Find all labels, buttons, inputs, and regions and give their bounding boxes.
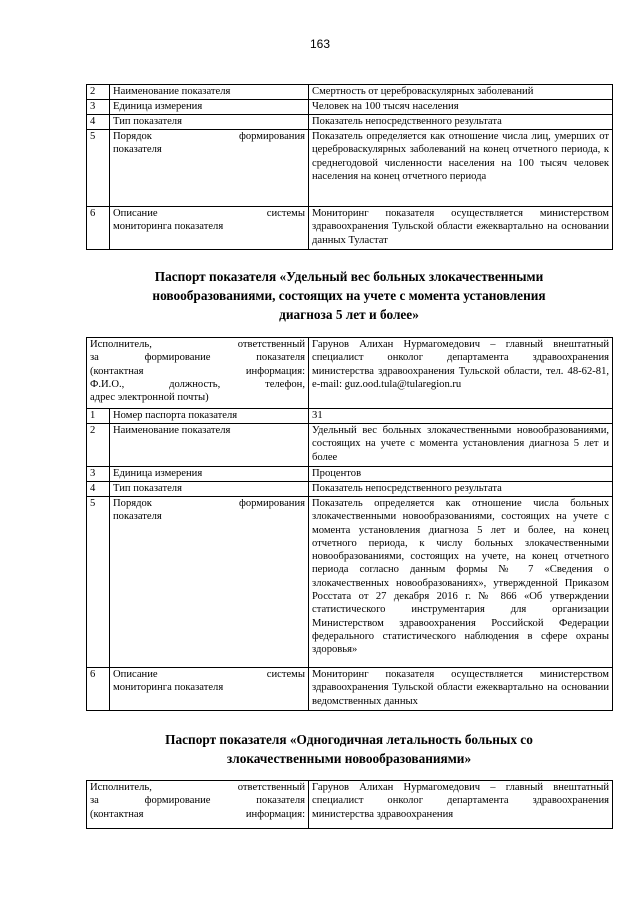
table-row bbox=[87, 85, 613, 100]
row-label: Наименование показателя bbox=[110, 424, 309, 467]
table-row bbox=[87, 424, 613, 467]
table-row bbox=[87, 100, 613, 115]
row-label: Номер паспорта показателя bbox=[110, 409, 309, 424]
row-label: Порядок формирования показателя bbox=[110, 497, 309, 668]
row-value: Показатель непосредственного результата bbox=[309, 482, 613, 497]
table-row bbox=[87, 668, 613, 711]
executor-label: Исполнитель, ответственный за формирование показателя (контактная информация: bbox=[87, 781, 309, 829]
row-label: Порядок формирования показателя bbox=[110, 130, 309, 207]
table-row bbox=[87, 338, 613, 409]
table-row bbox=[87, 497, 613, 668]
table-row bbox=[87, 207, 613, 250]
row-value: Мониторинг показателя осуществляется министерством здравоохранения Тульской области ежеквартально на основании данных Туластат bbox=[309, 207, 613, 250]
row-number: 1 bbox=[87, 409, 110, 424]
table-row bbox=[87, 130, 613, 207]
indicator-table-3 bbox=[86, 780, 613, 829]
row-number: 4 bbox=[87, 482, 110, 497]
row-value: 31 bbox=[309, 409, 613, 424]
table-row bbox=[87, 467, 613, 482]
row-label: Описание системы мониторинга показателя bbox=[110, 207, 309, 250]
row-value: Показатель определяется как отношение числа больных злокачественными новообразованиями, состоящих на учете с момента установления диагноза 5 лет и более, на конец отчетного периода, к числу больных злокачественными новообразованиями, состоящих на учете, на конец отчетного периода согласно данным формы № 7 «Сведения о злокачественных новообразованиях», утвержденной Приказом Росстата от 27 декабря 2016 г. № 866 «Об утверждении статистического инструментария для организации Министерством здравоохранения Российской Федерации федерального статистического наблюдения в сфере охраны здоровья» bbox=[309, 497, 613, 668]
executor-value: Гарунов Алихан Нурмагомедович – главный внештатный специалист онколог департамента здравоохранения министерства здравоохранения bbox=[309, 781, 613, 829]
row-value: Показатель непосредственного результата bbox=[309, 115, 613, 130]
passport-heading: Паспорт показателя «Удельный вес больных злокачественными новообразованиями, состоящих на учете с момента установления диагноза 5 лет и более» bbox=[152, 269, 546, 322]
row-label: Описание системы мониторинга показателя bbox=[110, 668, 309, 711]
row-number: 4 bbox=[87, 115, 110, 130]
row-value: Процентов bbox=[309, 467, 613, 482]
table-row bbox=[87, 781, 613, 829]
executor-label: Исполнитель, ответственный за формирование показателя (контактная информация: Ф.И.О., должность, телефон, адрес электронной почты) bbox=[87, 338, 309, 409]
row-number: 5 bbox=[87, 130, 110, 207]
row-value: Человек на 100 тысяч населения bbox=[309, 100, 613, 115]
indicator-table-2 bbox=[86, 337, 613, 711]
row-label: Единица измерения bbox=[110, 100, 309, 115]
table-row bbox=[87, 482, 613, 497]
row-number: 6 bbox=[87, 668, 110, 711]
row-value: Показатель определяется как отношение числа лиц, умерших от цереброваскулярных заболеваний на конец отчетного периода, к среднегодовой численности населения на 100 тысяч человек населения на конец отчетного периода bbox=[309, 130, 613, 207]
row-number: 5 bbox=[87, 497, 110, 668]
row-number: 3 bbox=[87, 467, 110, 482]
row-number: 6 bbox=[87, 207, 110, 250]
row-label: Тип показателя bbox=[110, 115, 309, 130]
row-number: 2 bbox=[87, 85, 110, 100]
table-row bbox=[87, 409, 613, 424]
executor-value: Гарунов Алихан Нурмагомедович – главный внештатный специалист онколог департамента здравоохранения министерства здравоохранения Тульской области, тел. 48-62-81, e-mail: guz.ood.tula@tularegion.ru bbox=[309, 338, 613, 409]
row-value: Мониторинг показателя осуществляется министерством здравоохранения Тульской области ежеквартально на основании ведомственных данных bbox=[309, 668, 613, 711]
row-value: Смертность от цереброваскулярных заболеваний bbox=[309, 85, 613, 100]
table-row bbox=[87, 115, 613, 130]
passport-heading: Паспорт показателя «Одногодичная летальность больных со злокачественными новообразованиями» bbox=[165, 732, 533, 766]
row-label: Единица измерения bbox=[110, 467, 309, 482]
row-number: 2 bbox=[87, 424, 110, 467]
row-number: 3 bbox=[87, 100, 110, 115]
page-number: 163 bbox=[309, 37, 331, 51]
row-label: Наименование показателя bbox=[110, 85, 309, 100]
row-label: Тип показателя bbox=[110, 482, 309, 497]
indicator-table-1 bbox=[86, 84, 613, 250]
row-value: Удельный вес больных злокачественными новообразованиями, состоящих на учете с момента установления диагноза 5 лет и более bbox=[309, 424, 613, 467]
